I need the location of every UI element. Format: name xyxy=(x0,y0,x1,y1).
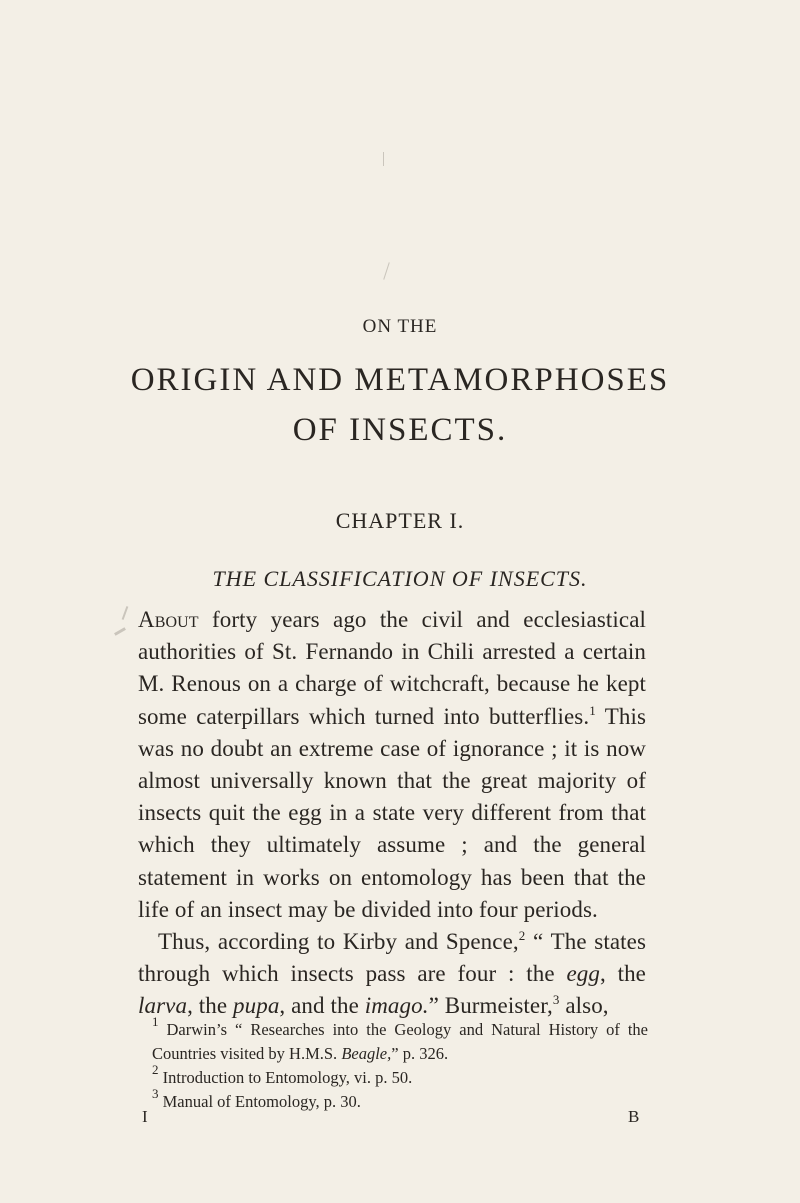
margin-mark xyxy=(114,627,126,636)
paragraph-1: About forty years ago the civil and ecclesiastical authorities of St. Fernando in Chili arrested a certain M. Renous on a charge of witchcraft, because he kept some caterpillars which turned into butterflies.$^1$ This was no doubt an extreme case of ignorance ; it is now almost universally known that the great majority of insects quit the egg in a state very different from that which they ultimately assume ; and the general statement in works on entomology has been that the life of an insect may be divided into four periods. xyxy=(138,607,646,922)
drop-word: About xyxy=(138,607,199,632)
footnote-ref: 2 xyxy=(518,928,526,944)
footnote-ref: 1 xyxy=(589,702,596,718)
book-title-line-2: OF INSECTS. xyxy=(292,412,508,448)
heading-on-the: ON THE xyxy=(362,316,438,337)
footnote-2: $^2$ Introduction to Entomology, vi. p. 50. xyxy=(152,1062,413,1087)
footnote-ref: 3 xyxy=(552,992,560,1008)
margin-mark xyxy=(383,152,384,166)
body-text xyxy=(138,604,646,1023)
margin-mark xyxy=(122,606,129,620)
margin-mark xyxy=(383,262,390,279)
signature-mark-right: B xyxy=(628,1107,640,1126)
footnotes xyxy=(138,1014,648,1114)
footnote-3: $^3$ Manual of Entomology, p. 30. xyxy=(152,1086,361,1111)
paragraph-2: Thus, according to Kirby and Spence,$^2$ “ The states through which insects pass are four : the egg, the larva, the pupa, and the imago.” Burmeister,$^3$ also, xyxy=(138,928,647,1019)
book-title-line-1: ORIGIN AND METAMORPHOSES xyxy=(130,362,670,398)
chapter-heading: CHAPTER I. xyxy=(335,508,465,533)
signature-mark-left: I xyxy=(142,1107,148,1126)
footnote-1: $^1$ Darwin’s “ Researches into the Geology and Natural History of the Countries visited by H.M.S. Beagle,” p. 326. xyxy=(152,1014,648,1063)
chapter-subtitle: THE CLASSIFICATION OF INSECTS. xyxy=(212,566,588,591)
